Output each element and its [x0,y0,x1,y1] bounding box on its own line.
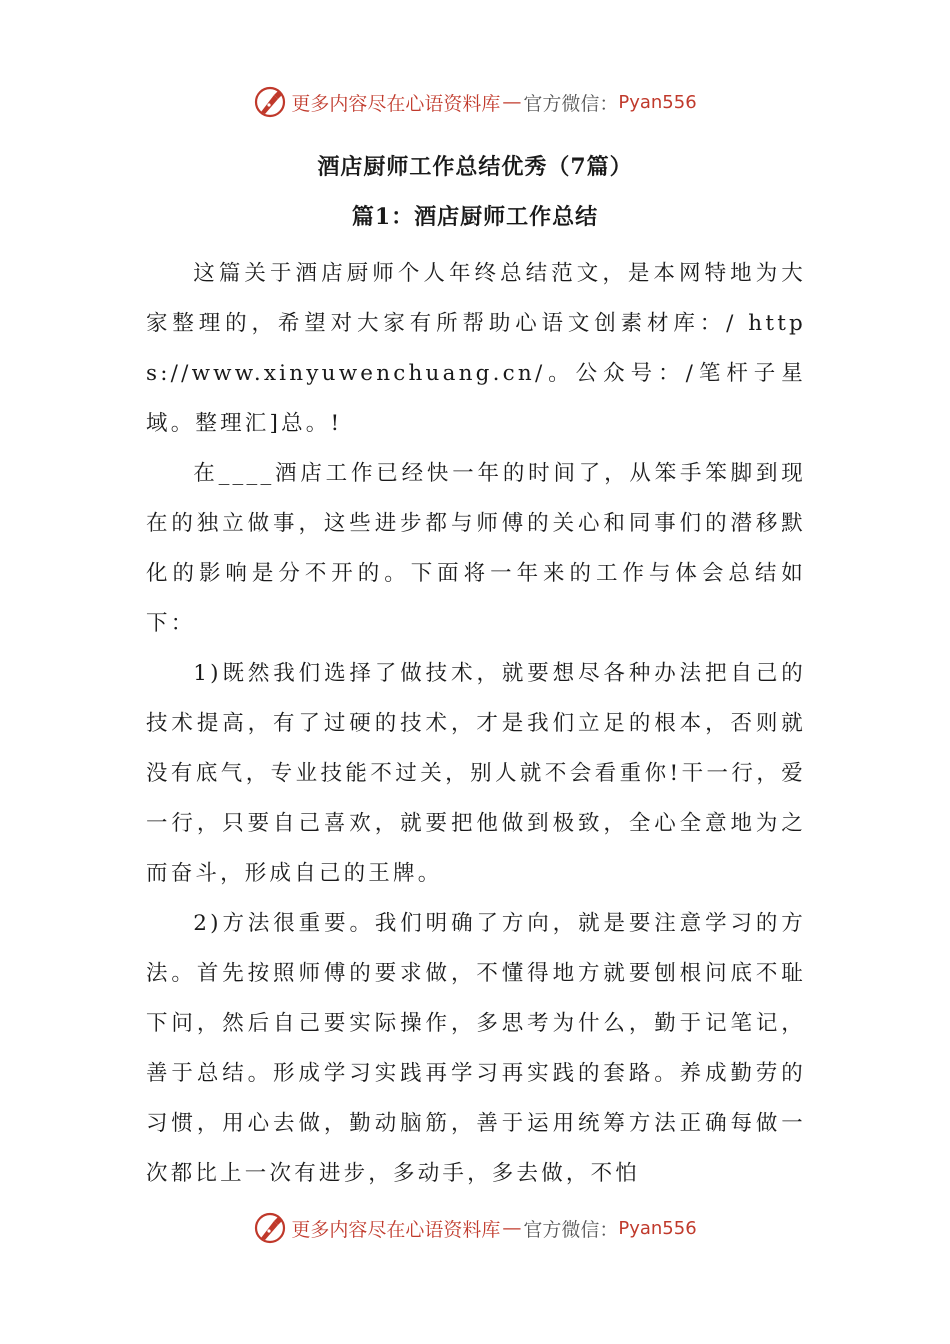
document-title: 酒店厨师工作总结优秀（7篇） [317,154,633,180]
banner-separator: — [502,91,522,113]
banner-contact-label: 官方微信： [523,1218,619,1241]
banner-contact-label: 官方微信： [523,92,619,115]
pen-nib-logo-icon [253,85,287,119]
banner-site-text: 更多内容尽在心语资料库 [291,1218,501,1241]
document-body [146,249,806,1199]
section-title: 篇1：酒店厨师工作总结 [351,204,599,230]
banner-site-text: 更多内容尽在心语资料库 [291,92,501,115]
banner-separator: — [502,1217,522,1239]
paragraph-overview: 在____酒店工作已经快一年的时间了，从笨手笨脚到现在的独立做事，这些进步都与师傅的关心和同事们的潜移默化的影响是分不开的。下面将一年来的工作与体会总结如下： [146,461,806,636]
banner-contact-id: Pyan556 [618,1217,697,1239]
paragraph-point-2: 2)方法很重要。我们明确了方向，就是要注意学习的方法。首先按照师傅的要求做，不懂得地方就要刨根问底不耻下问，然后自己要实际操作，多思考为什么，勤于记笔记，善于总结。形成学习实践再学习再实践的套路。养成勤劳的习惯，用心去做，勤动脑筋，善于运用统筹方法正确每做一次都比上一次有进步，多动手，多去做，不怕 [146,911,806,1186]
banner-contact-id: Pyan556 [618,91,697,113]
footer-banner [0,1208,950,1248]
paragraph-point-1: 1)既然我们选择了做技术，就要想尽各种办法把自己的技术提高，有了过硬的技术，才是我们立足的根本，否则就没有底气，专业技能不过关，别人就不会看重你!干一行，爱一行，只要自己喜欢，就要把他做到极致，全心全意地为之而奋斗，形成自己的王牌。 [146,661,806,886]
paragraph-intro: 这篇关于酒店厨师个人年终总结范文，是本网特地为大家整理的，希望对大家有所帮助心语文创素材库：/ https://www.xinyuwenchuang.cn/。公众号：/笔杆子星域。整理汇]总。! [146,261,806,436]
pen-nib-logo-icon [253,1211,287,1245]
header-banner [0,82,950,122]
